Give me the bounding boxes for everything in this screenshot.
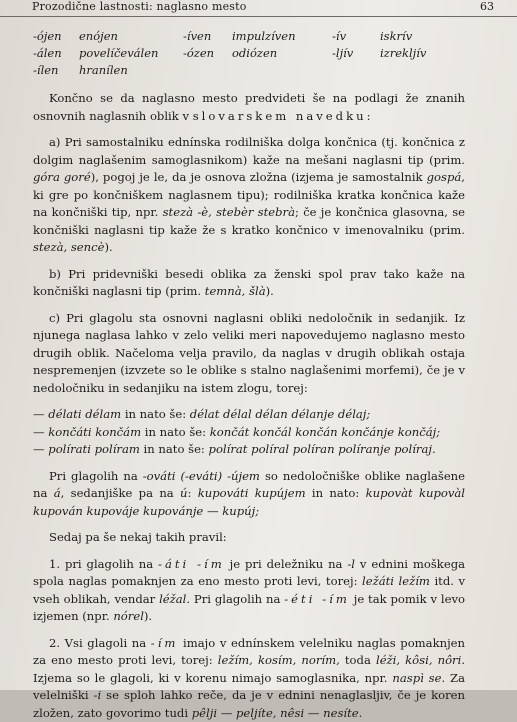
paragraph-b: b) Pri pridevniški besedi oblika za ženski spol prav tako kaže na končniški naglasni tip (prim. temnà, šlà). [33, 266, 465, 301]
suffix-cell: -ílen [33, 63, 79, 77]
example-cell: iskrív [380, 29, 440, 43]
paragraph-a: a) Pri samostalniku ednínska rodilniška dolga končnica (tj. končnica z dolgim naglašenim samoglasnikom) kaže na mešani naglasni tip (prim. góra goré), pogoj je le, da je osnova zložna (izjema je samostalnik gospá, ki gre po končniškem naglasnem tipu); rodilniška kratka končnica kaže na končniški tip, npr. stezà -è, stebèr stebrà; če je končnica glasovna, se končniški naglasni tip kaže že s kratko končnico v imenovalniku (prim. stezà, sencè). [33, 134, 465, 257]
suffix-cell: -ljív [332, 46, 380, 60]
suffix-row [33, 44, 440, 61]
rule-1: 1. pri glagolih na -áti -ím je pri deležniku na -l v ednini moškega spola naglas pomaknjen za eno mesto proti levi, torej: ležáti ležím itd. v vseh oblikah, vendar léžal. Pri glagolih na -éti -ím je tak pomik v levo izjemen (npr. nórel). [33, 556, 465, 626]
suffix-row [33, 61, 440, 78]
example-cell: izreklјív [380, 46, 440, 60]
example-line: — polírati políram in nato še: polírat políral políran políranje políraj. [33, 441, 465, 459]
intro-paragraph: Končno se da naglasno mesto predvideti še na podlagi že znanih osnovnih naglasnih oblik v slovarskem navedku: [33, 90, 465, 125]
example-cell: impulzíven [232, 29, 332, 43]
example-line: — délati délam in nato še: délat délal délan délanje délaj; [33, 406, 465, 424]
running-header [0, 0, 517, 17]
body-text [33, 90, 465, 722]
paragraph-ovati: Pri glagolih na -ováti (-eváti) -újem so nedoločniške oblike naglašene na á, sedanjiške pa na ú: kupováti kupújem in nato: kupovàt kupovàl kupován kupováje kupovánje — kupúj; [33, 468, 465, 521]
page-number: 63 [480, 0, 494, 13]
paragraph-c: c) Pri glagolu sta osnovni naglasni obliki nedoločnik in sedanjik. Iz njunega naglasa lahko v zelo veliki meri napovedujemo naglasno mesto drugih oblik. Načeloma velja pravilo, da naglas v drugih oblikah ostaja nespremenjen (izvzete so le oblike s stalno naglašenimi morfemi), če je v nedoločniku in sedanjiku na istem zlogu, torej: [33, 310, 465, 398]
example-cell: enójen [79, 29, 183, 43]
suffix-cell: -ózen [183, 46, 232, 60]
example-line: — končáti končám in nato še: končát končál končán končánje končáj; [33, 424, 465, 442]
suffix-row [33, 27, 440, 44]
suffix-cell: -íven [183, 29, 232, 43]
example-cell: hranílen [79, 63, 183, 77]
suffix-cell: -ójen [33, 29, 79, 43]
example-cell: povelíčeválen [79, 46, 183, 60]
suffix-cell: -álen [33, 46, 79, 60]
rules-heading: Sedaj pa še nekaj takih pravil: [33, 529, 465, 547]
example-cell: odiózen [232, 46, 332, 60]
suffix-example-table [33, 27, 440, 78]
rule-2: 2. Vsi glagoli na -ím imajo v ednínskem velelniku naglas pomaknjen za eno mesto proti levi, torej: ležím, kosím, norím, toda léži, kôsi, nôri. Izjema so le glagoli, ki v korenu nimajo samoglasnika, npr. naspì se. Za velelniški -i se sploh lahko reče, da je v ednini nenaglasljiv, če je koren zložen, zato govorimo tudi pêlji — peljíte, nêsi — nesíte. [33, 635, 465, 722]
header-title: Prozodične lastnosti: naglasno mesto [32, 0, 247, 13]
suffix-cell: -ív [332, 29, 380, 43]
